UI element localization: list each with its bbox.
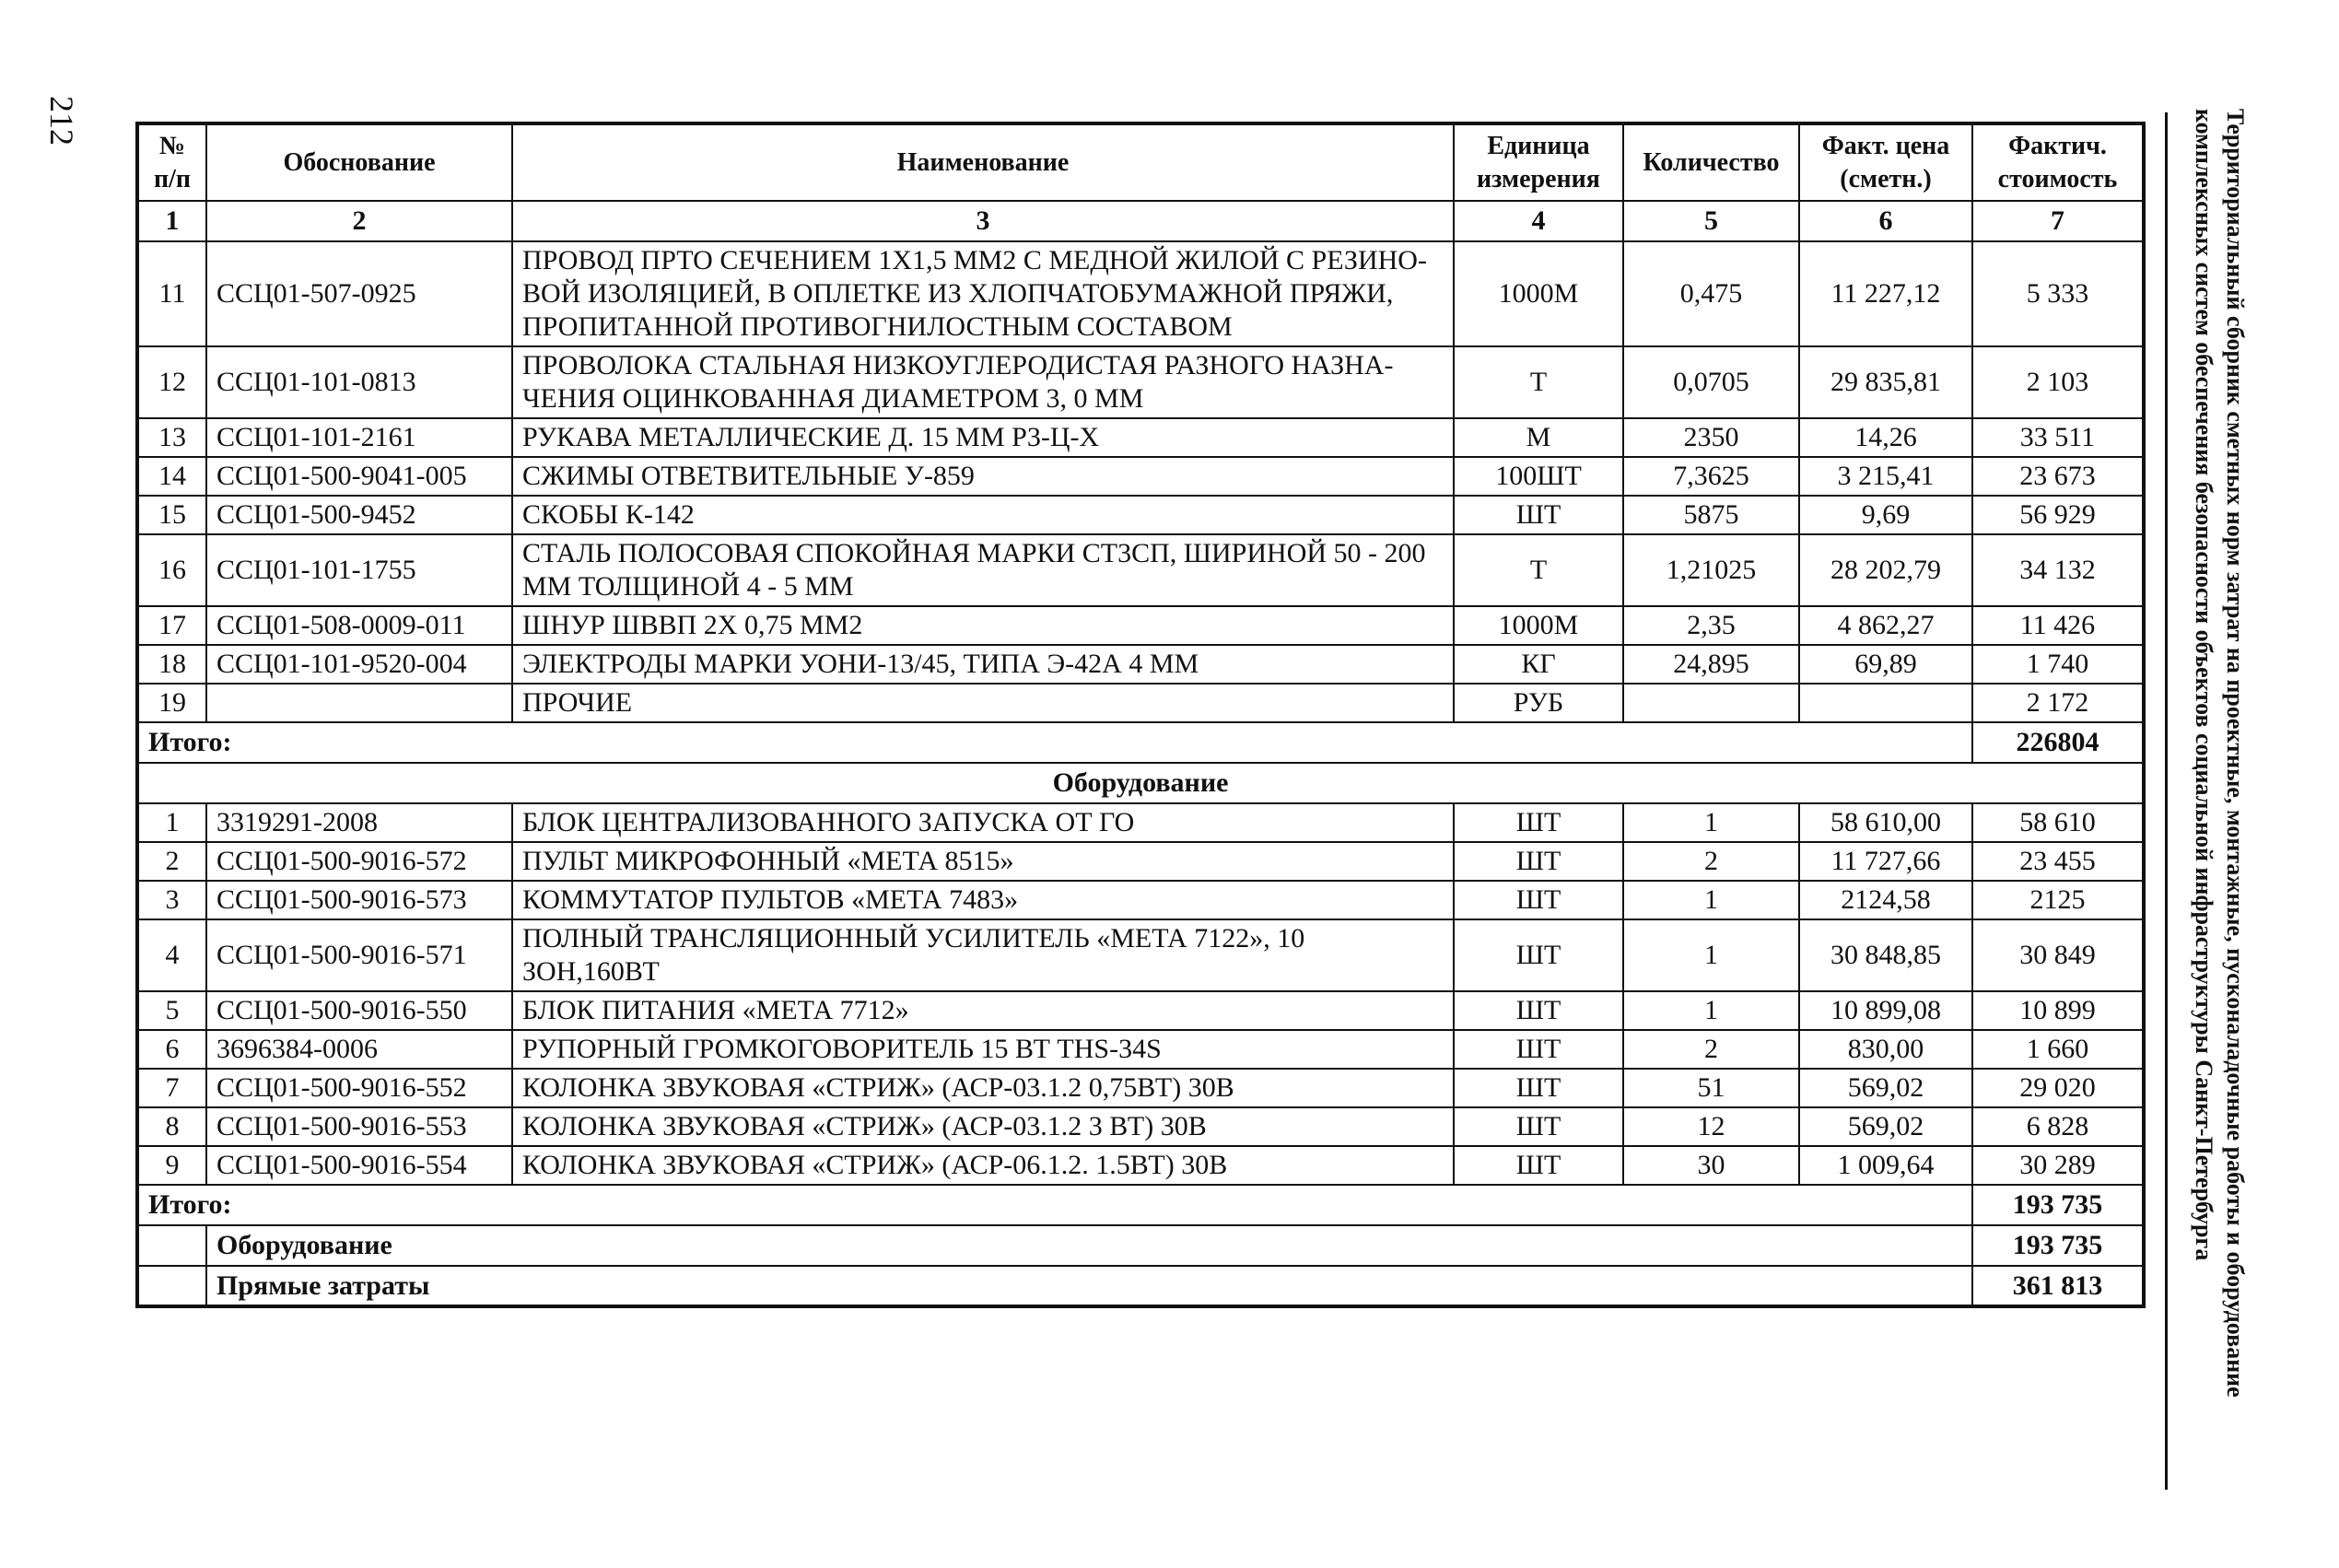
materials-body — [137, 241, 2144, 722]
table-row — [137, 1030, 2144, 1069]
row-item-name: ПРОВОД ПРТО СЕЧЕНИЕМ 1Х1,5 ММ2 С МЕДНОЙ ЖИЛОЙ С РЕЗИНО-ВОЙ ИЗОЛЯЦИЕЙ, В ОПЛЕТКЕ ИЗ ХЛОПЧАТОБУМАЖНОЙ ПРЯЖИ, ПРОПИТАННОЙ ПРОТИВОГНИЛОСТНЫМ СОСТАВОМ — [512, 241, 1454, 346]
row-unit-price: 9,69 — [1799, 496, 1972, 534]
row-item-name: СКОБЫ К-142 — [512, 496, 1454, 534]
equipment-section-title: Оборудование — [137, 763, 2144, 803]
col-header-cost: Фактич. стоимость — [1972, 123, 2144, 201]
row-unit: РУБ — [1454, 684, 1623, 722]
row-unit-price: 2124,58 — [1799, 881, 1972, 919]
row-unit-price: 30 848,85 — [1799, 919, 1972, 991]
row-number: 2 — [137, 842, 206, 881]
equipment-total-value: 193 735 — [1972, 1185, 2144, 1225]
row-number: 3 — [137, 881, 206, 919]
row-total-cost: 2 103 — [1972, 346, 2144, 418]
summary-label: Оборудование — [206, 1225, 1972, 1266]
row-quantity: 1,21025 — [1623, 534, 1799, 606]
summary-row — [137, 1266, 2144, 1306]
row-item-name: КОЛОНКА ЗВУКОВАЯ «СТРИЖ» (АСР-06.1.2. 1.5ВТ) 30В — [512, 1146, 1454, 1185]
col-header-basis: Обоснование — [206, 123, 512, 201]
row-total-cost: 6 828 — [1972, 1107, 2144, 1146]
row-quantity: 7,3625 — [1623, 457, 1799, 496]
row-unit-price: 10 899,08 — [1799, 991, 1972, 1030]
row-unit: ШТ — [1454, 842, 1623, 881]
row-unit: 1000М — [1454, 241, 1623, 346]
row-basis-code: ССЦ01-500-9016-554 — [206, 1146, 512, 1185]
running-header-line-1: Территориальный сборник сметных норм затрат на проектные, монтажные, пусконаладочные работы и оборудование — [2222, 109, 2249, 1398]
row-unit: Т — [1454, 534, 1623, 606]
table-row — [137, 1069, 2144, 1107]
row-total-cost: 30 849 — [1972, 919, 2144, 991]
row-basis-code: ССЦ01-101-0813 — [206, 346, 512, 418]
col-header-num: № п/п — [137, 123, 206, 201]
row-quantity: 1 — [1623, 991, 1799, 1030]
row-total-cost: 10 899 — [1972, 991, 2144, 1030]
row-quantity — [1623, 684, 1799, 722]
row-unit-price: 58 610,00 — [1799, 803, 1972, 842]
row-number: 1 — [137, 803, 206, 842]
col-number: 6 — [1799, 201, 1972, 241]
row-number: 8 — [137, 1107, 206, 1146]
table-row — [137, 1107, 2144, 1146]
running-header — [2187, 109, 2251, 1500]
row-unit-price: 1 009,64 — [1799, 1146, 1972, 1185]
summary-row — [137, 1225, 2144, 1266]
table-row — [137, 606, 2144, 645]
row-number: 6 — [137, 1030, 206, 1069]
col-number: 2 — [206, 201, 512, 241]
table-row — [137, 991, 2144, 1030]
row-item-name: ШНУР ШВВП 2Х 0,75 ММ2 — [512, 606, 1454, 645]
row-unit-price: 569,02 — [1799, 1107, 1972, 1146]
row-number: 17 — [137, 606, 206, 645]
row-quantity: 0,475 — [1623, 241, 1799, 346]
materials-total-label: Итого: — [137, 722, 1972, 763]
row-item-name: СТАЛЬ ПОЛОСОВАЯ СПОКОЙНАЯ МАРКИ СТ3СП, ШИРИНОЙ 50 - 200 ММ ТОЛЩИНОЙ 4 - 5 ММ — [512, 534, 1454, 606]
header-rule — [2165, 112, 2168, 1490]
row-quantity: 2,35 — [1623, 606, 1799, 645]
estimate-table — [135, 122, 2146, 1308]
equipment-section-row — [137, 763, 2144, 803]
row-item-name: КОММУТАТОР ПУЛЬТОВ «МЕТА 7483» — [512, 881, 1454, 919]
row-unit-price: 830,00 — [1799, 1030, 1972, 1069]
col-header-unit: Единица измерения — [1454, 123, 1623, 201]
equipment-total-row — [137, 1185, 2144, 1225]
row-unit: ШТ — [1454, 881, 1623, 919]
row-item-name: ПУЛЬТ МИКРОФОННЫЙ «МЕТА 8515» — [512, 842, 1454, 881]
row-basis-code: ССЦ01-101-1755 — [206, 534, 512, 606]
table-row — [137, 881, 2144, 919]
row-quantity: 12 — [1623, 1107, 1799, 1146]
row-basis-code: 3319291-2008 — [206, 803, 512, 842]
row-basis-code: ССЦ01-500-9016-573 — [206, 881, 512, 919]
materials-total-row — [137, 722, 2144, 763]
row-number: 7 — [137, 1069, 206, 1107]
row-unit: 1000М — [1454, 606, 1623, 645]
row-basis-code: ССЦ01-507-0925 — [206, 241, 512, 346]
row-number: 14 — [137, 457, 206, 496]
row-unit: ШТ — [1454, 1069, 1623, 1107]
summary-value: 361 813 — [1972, 1266, 2144, 1306]
row-item-name: ЭЛЕКТРОДЫ МАРКИ УОНИ-13/45, ТИПА Э-42А 4 ММ — [512, 645, 1454, 684]
row-unit-price: 14,26 — [1799, 418, 1972, 457]
row-total-cost: 29 020 — [1972, 1069, 2144, 1107]
table-row — [137, 684, 2144, 722]
row-quantity: 30 — [1623, 1146, 1799, 1185]
row-item-name: РУКАВА МЕТАЛЛИЧЕСКИЕ Д. 15 ММ Р3-Ц-Х — [512, 418, 1454, 457]
row-total-cost: 58 610 — [1972, 803, 2144, 842]
summary-spacer — [137, 1266, 206, 1306]
row-total-cost: 56 929 — [1972, 496, 2144, 534]
row-total-cost: 5 333 — [1972, 241, 2144, 346]
row-total-cost: 1 660 — [1972, 1030, 2144, 1069]
equipment-body — [137, 803, 2144, 1185]
summary-value: 193 735 — [1972, 1225, 2144, 1266]
col-header-price: Факт. цена (сметн.) — [1799, 123, 1972, 201]
row-item-name: ПРОЧИЕ — [512, 684, 1454, 722]
row-item-name: РУПОРНЫЙ ГРОМКОГОВОРИТЕЛЬ 15 ВТ THS-34S — [512, 1030, 1454, 1069]
row-total-cost: 23 455 — [1972, 842, 2144, 881]
equipment-total-label: Итого: — [137, 1185, 1972, 1225]
row-quantity: 24,895 — [1623, 645, 1799, 684]
row-unit-price: 11 227,12 — [1799, 241, 1972, 346]
row-basis-code: ССЦ01-500-9016-553 — [206, 1107, 512, 1146]
row-basis-code: ССЦ01-500-9016-571 — [206, 919, 512, 991]
row-unit-price — [1799, 684, 1972, 722]
row-basis-code: ССЦ01-500-9041-005 — [206, 457, 512, 496]
table-row — [137, 346, 2144, 418]
row-number: 4 — [137, 919, 206, 991]
table-row — [137, 842, 2144, 881]
row-total-cost: 23 673 — [1972, 457, 2144, 496]
row-quantity: 51 — [1623, 1069, 1799, 1107]
row-unit: ШТ — [1454, 1146, 1623, 1185]
row-quantity: 1 — [1623, 881, 1799, 919]
col-header-name: Наименование — [512, 123, 1454, 201]
row-quantity: 1 — [1623, 919, 1799, 991]
row-item-name: БЛОК ПИТАНИЯ «МЕТА 7712» — [512, 991, 1454, 1030]
row-quantity: 2 — [1623, 842, 1799, 881]
row-item-name: СЖИМЫ ОТВЕТВИТЕЛЬНЫЕ У-859 — [512, 457, 1454, 496]
col-number: 4 — [1454, 201, 1623, 241]
row-total-cost: 33 511 — [1972, 418, 2144, 457]
running-header-line-2: комплексных систем обеспечения безопасности объектов социальной инфраструктуры Санкт-Петербурга — [2191, 109, 2217, 1261]
row-quantity: 0,0705 — [1623, 346, 1799, 418]
table-row — [137, 803, 2144, 842]
row-basis-code: ССЦ01-500-9016-552 — [206, 1069, 512, 1107]
row-unit: ШТ — [1454, 496, 1623, 534]
row-unit: М — [1454, 418, 1623, 457]
row-basis-code: ССЦ01-500-9452 — [206, 496, 512, 534]
table-row — [137, 496, 2144, 534]
row-unit-price: 69,89 — [1799, 645, 1972, 684]
table-row — [137, 645, 2144, 684]
row-number: 13 — [137, 418, 206, 457]
row-unit-price: 11 727,66 — [1799, 842, 1972, 881]
row-number: 19 — [137, 684, 206, 722]
row-number: 15 — [137, 496, 206, 534]
row-number: 11 — [137, 241, 206, 346]
row-basis-code: ССЦ01-101-9520-004 — [206, 645, 512, 684]
table-row — [137, 418, 2144, 457]
header-row — [137, 123, 2144, 201]
col-number: 5 — [1623, 201, 1799, 241]
row-basis-code: ССЦ01-508-0009-011 — [206, 606, 512, 645]
row-unit: ШТ — [1454, 919, 1623, 991]
row-number: 12 — [137, 346, 206, 418]
col-header-qty: Количество — [1623, 123, 1799, 201]
row-unit: Т — [1454, 346, 1623, 418]
row-item-name: ПРОВОЛОКА СТАЛЬНАЯ НИЗКОУГЛЕРОДИСТАЯ РАЗНОГО НАЗНА-ЧЕНИЯ ОЦИНКОВАННАЯ ДИАМЕТРОМ 3, 0 ММ — [512, 346, 1454, 418]
row-total-cost: 1 740 — [1972, 645, 2144, 684]
row-basis-code: ССЦ01-500-9016-550 — [206, 991, 512, 1030]
row-basis-code: 3696384-0006 — [206, 1030, 512, 1069]
row-item-name: ПОЛНЫЙ ТРАНСЛЯЦИОННЫЙ УСИЛИТЕЛЬ «МЕТА 7122», 10 ЗОН,160ВТ — [512, 919, 1454, 991]
row-item-name: БЛОК ЦЕНТРАЛИЗОВАННОГО ЗАПУСКА ОТ ГО — [512, 803, 1454, 842]
row-item-name: КОЛОНКА ЗВУКОВАЯ «СТРИЖ» (АСР-03.1.2 0,75ВТ) 30В — [512, 1069, 1454, 1107]
column-number-row — [137, 201, 2144, 241]
table-row — [137, 457, 2144, 496]
col-number: 1 — [137, 201, 206, 241]
row-unit-price: 569,02 — [1799, 1069, 1972, 1107]
row-unit: ШТ — [1454, 803, 1623, 842]
row-quantity: 1 — [1623, 803, 1799, 842]
col-number: 3 — [512, 201, 1454, 241]
row-unit: ШТ — [1454, 1107, 1623, 1146]
row-unit-price: 4 862,27 — [1799, 606, 1972, 645]
row-quantity: 2350 — [1623, 418, 1799, 457]
col-number: 7 — [1972, 201, 2144, 241]
row-number: 5 — [137, 991, 206, 1030]
row-unit-price: 3 215,41 — [1799, 457, 1972, 496]
row-unit-price: 29 835,81 — [1799, 346, 1972, 418]
table-row — [137, 241, 2144, 346]
row-number: 18 — [137, 645, 206, 684]
page-number: 212 — [43, 96, 80, 146]
row-total-cost: 2125 — [1972, 881, 2144, 919]
table-row — [137, 534, 2144, 606]
row-total-cost: 2 172 — [1972, 684, 2144, 722]
materials-total-value: 226804 — [1972, 722, 2144, 763]
row-total-cost: 11 426 — [1972, 606, 2144, 645]
table-row — [137, 1146, 2144, 1185]
summary-label: Прямые затраты — [206, 1266, 1972, 1306]
row-basis-code — [206, 684, 512, 722]
row-total-cost: 34 132 — [1972, 534, 2144, 606]
row-unit: ШТ — [1454, 991, 1623, 1030]
row-unit: 100ШТ — [1454, 457, 1623, 496]
row-number: 16 — [137, 534, 206, 606]
row-basis-code: ССЦ01-500-9016-572 — [206, 842, 512, 881]
row-unit: ШТ — [1454, 1030, 1623, 1069]
summary-spacer — [137, 1225, 206, 1266]
row-quantity: 5875 — [1623, 496, 1799, 534]
row-number: 9 — [137, 1146, 206, 1185]
table-row — [137, 919, 2144, 991]
row-quantity: 2 — [1623, 1030, 1799, 1069]
row-basis-code: ССЦ01-101-2161 — [206, 418, 512, 457]
row-total-cost: 30 289 — [1972, 1146, 2144, 1185]
row-unit: КГ — [1454, 645, 1623, 684]
row-unit-price: 28 202,79 — [1799, 534, 1972, 606]
row-item-name: КОЛОНКА ЗВУКОВАЯ «СТРИЖ» (АСР-03.1.2 3 ВТ) 30В — [512, 1107, 1454, 1146]
